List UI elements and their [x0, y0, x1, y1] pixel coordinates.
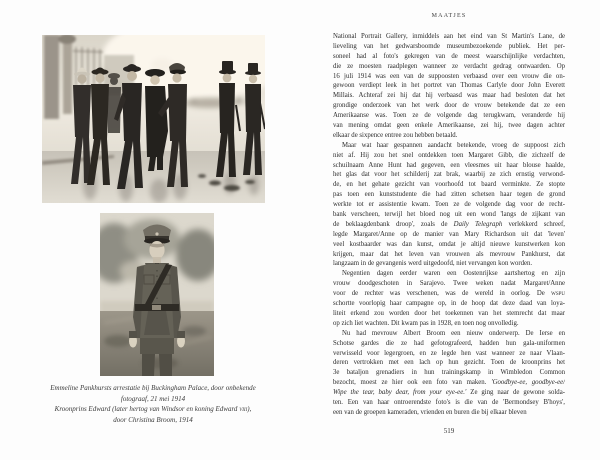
body-line: voor de rechter was verschenen, was de wereld in oorlog. De wspu [333, 290, 565, 298]
body-line: de, en het gehate gezicht van voorhoofd tot baard verminkte. Ze stopte [333, 181, 565, 189]
body-line: soneel had al foto's gekregen van de meest waarschijnlijke verdachten, [333, 52, 565, 60]
body-line: bank verscheen, terwijl het bloed nog uit een wond 'langs de zijkant van [333, 211, 565, 219]
body-text [333, 32, 565, 418]
body-line: Schotse gardes die ze had gefotografeerd, hadden hun gala-uniformen [333, 339, 565, 347]
crown-prince-photo-svg [100, 213, 214, 376]
body-line: 16 juli 1914 was een van de suppoosten verbaasd over een vrouw die on- [333, 72, 565, 80]
body-line: pas toen een kunststudente die had zitten schetsen haar tegen de grond [333, 191, 565, 199]
body-line: National Portrait Gallery, inmiddels aan het eind van St Martin's Lane, de [333, 33, 565, 40]
body-line: ten. Een van haar ontroerendste foto's is die van de 'Bermondsey B'hoys', [333, 398, 565, 406]
body-line: Amerikaanse was. Toen ze de volgende dag terugkwam, veranderde hij [333, 112, 565, 120]
body-line: bezocht, moest ze hier ook een foto van maken. 'Goodbye-ee, goodbye-ee/ [333, 379, 565, 387]
caption-line: fotograaf, 21 mei 1914 [120, 394, 186, 403]
caption-line: Kroonprins Edward (later hertog van Windsor en koning Edward viii), [54, 405, 252, 414]
body-line: schortte voorlopig haar campagne op, in de hoop dat deze daad van loya- [333, 300, 565, 308]
body-line: werkte tot er assistentie kwam. Toen ze de volgende dag voor de recht- [333, 201, 565, 209]
body-line: lieveling van het gedwarsboomde museumbezoekende publiek. Het per- [333, 42, 565, 50]
caption-line: Emmeline Pankhursts arrestatie bij Buckingham Palace, door onbekende [50, 384, 256, 392]
body-line: Maar wat haar gespannen aandacht betekende, vroeg de suppoost zich [342, 141, 565, 149]
caption-line: door Christina Broom, 1914 [113, 415, 193, 424]
body-line: een van de groepen kameraden, vrienden en buren die bij elkaar bleven [333, 408, 527, 416]
body-line: schuilnaam Anne Hunt had gegeven, een vleesmes uit haar blouse haalde, [333, 161, 565, 169]
body-line: die ze moesten raadplegen wanneer ze verdacht gedrag ontwaarden. Op [333, 62, 565, 70]
body-line: Nu had mevrouw Albert Broom een nieuw onderwerp. De Ierse en [342, 329, 565, 337]
body-line: langzaam in de gevangenis werd uitgedoofd, niet vervangen kon worden. [333, 260, 533, 268]
body-line: krijgen, maar dat het leven van vrouwen als mevrouw Pankhurst, dat [333, 250, 565, 258]
body-line: niet af. Hij zou het snel ontdekken toen Margaret Gibb, die zichzelf de [333, 151, 565, 159]
body-line: legde Margaret/Anne op de manier van Mary Richardson uit dat 'leven' [333, 230, 565, 238]
body-line: gewoon verdiept leek in het portret van Thomas Carlyle door John Everett [333, 82, 565, 90]
body-line: vrouw doodgeschoten in Sarajevo. Twee weken nadat Margaret/Anne [333, 280, 565, 288]
body-line: Wipe the tear, baby dear, from your eye-ee.' Ze ging naar de gewone solda- [333, 389, 565, 397]
body-line: Millais. Achteraf zei hij dat hij verbaasd was maar had besloten dat het [333, 92, 565, 100]
pankhurst-arrest-photo [42, 35, 265, 203]
body-line: elkaar de sixpence entree zou hebben betaald. [333, 131, 458, 139]
body-line: 3e bataljon grenadiers in hun trainingskamp in Wimbledon Common [333, 369, 565, 377]
body-line: verwisseld voor legergroen, en ze legde hen vast wanneer ze naar Vlaan- [333, 349, 565, 357]
page-number: 519 [443, 427, 455, 435]
body-line: Negentien dagen eerder waren een Oostenrijkse aartshertog en zijn [342, 270, 565, 278]
body-line: op zich liet wachten. Dit kwam pas in 1928, en toen nog onvolledig. [333, 319, 519, 327]
right-page [300, 0, 600, 460]
crown-prince-photo [100, 213, 214, 376]
pankhurst-arrest-photo-svg [42, 35, 265, 203]
body-line: de beklaagdenbank droop', zoals de Daily Telegraph verlekkerd schreef, [333, 220, 565, 228]
body-line: veel kostbaarder was dan kunst, omdat je altijd nieuwe kunstwerken kon [333, 240, 565, 248]
body-line: liteit erkend zou worden door het toekennen van het stemrecht dat maar [333, 309, 565, 317]
body-line: grondige onderzoek van het werk door de vrouw betekende dat ze een [333, 102, 565, 110]
body-line: van mening omdat geen enkele Amerikaanse, zei hij, twee dagen achter [333, 122, 565, 130]
body-line: het glas dat voor het schilderij zat brak, waarbij ze zich ernstig verwond- [333, 171, 565, 179]
body-line: deren vertrokken met een lach op hun gezicht. Toen de kroonprins het [333, 359, 565, 367]
photo-captions [16, 383, 290, 425]
running-head: MAATJES [431, 13, 467, 19]
